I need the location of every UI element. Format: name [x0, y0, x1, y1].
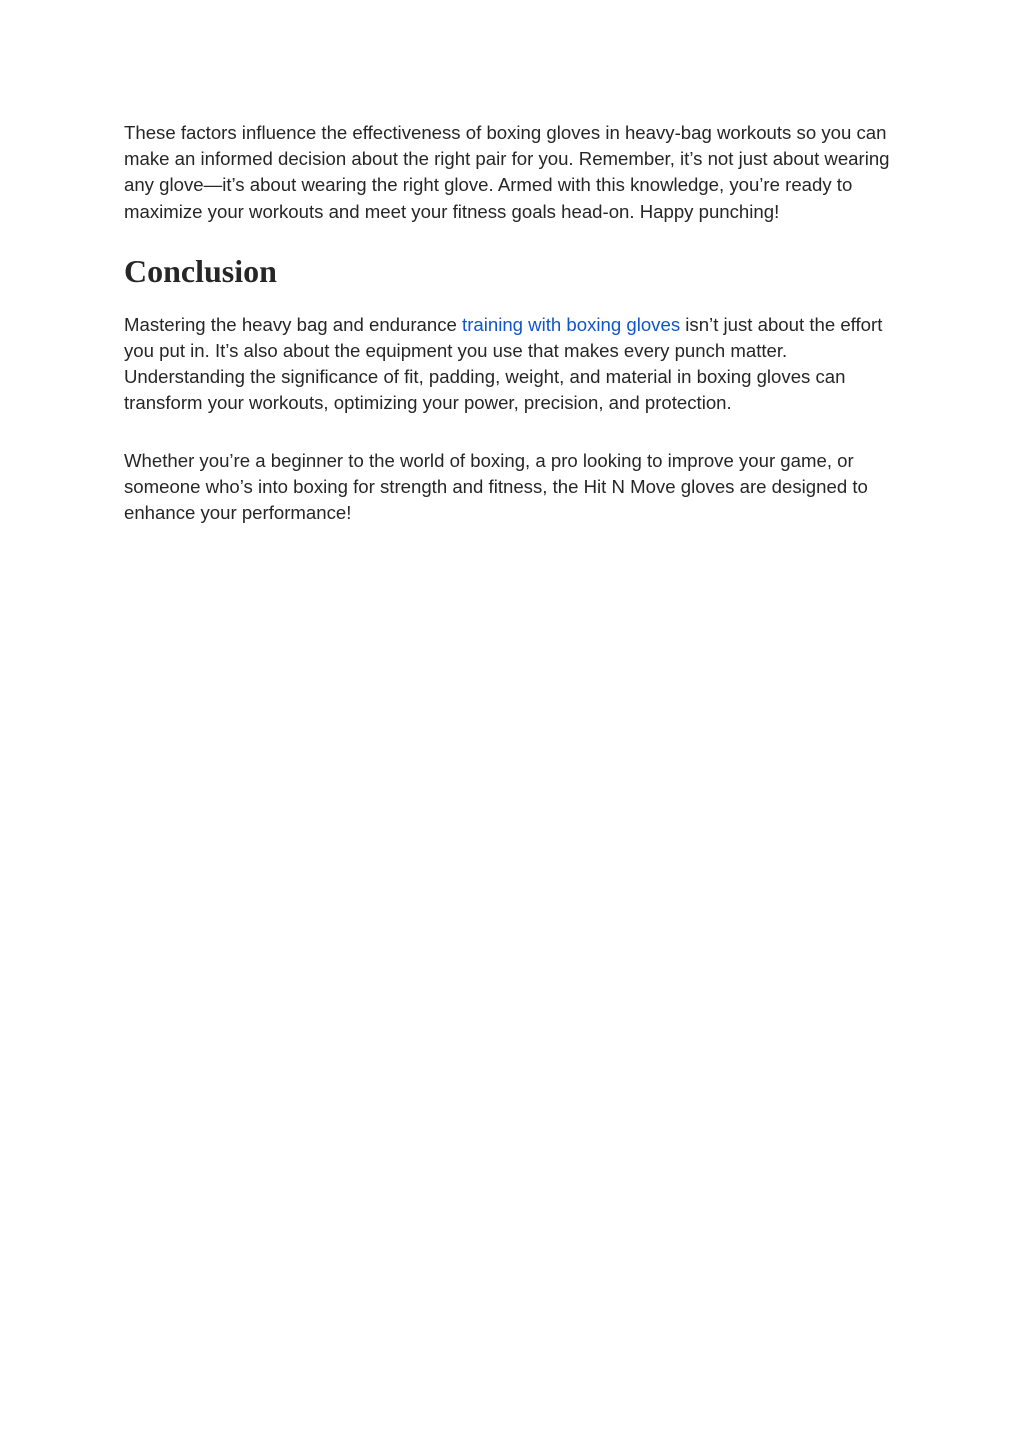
conclusion-paragraph-2: Whether you’re a beginner to the world of boxing, a pro looking to improve your game, or someone who’s into boxing for strength and fitness, the Hit N Move gloves are designed to enhance your performance! [124, 449, 868, 524]
conclusion-heading: Conclusion [124, 252, 277, 289]
paragraph-text-before-link: Mastering the heavy bag and endurance [124, 313, 463, 335]
document-page [124, 120, 904, 526]
paragraph-text-after-link: isn’t just about the effort you put in. It’s also about the equipment you use that makes every punch matter. Understanding the significance of fit, padding, weight, and material in boxing gloves can transform your workouts, optimizing your power, precision, and protection. [124, 313, 883, 414]
training-with-boxing-gloves-link[interactable]: training with boxing gloves [462, 313, 681, 335]
intro-paragraph: These factors influence the effectiveness of boxing gloves in heavy-bag workouts so you can make an informed decision about the right pair for you. Remember, it’s not just about wearing any glove—it’s about wearing the right glove. Armed with this knowledge, you’re ready to maximize your workouts and meet your fitness goals head-on. Happy punching! [124, 122, 890, 222]
conclusion-paragraph-1 [124, 312, 904, 417]
